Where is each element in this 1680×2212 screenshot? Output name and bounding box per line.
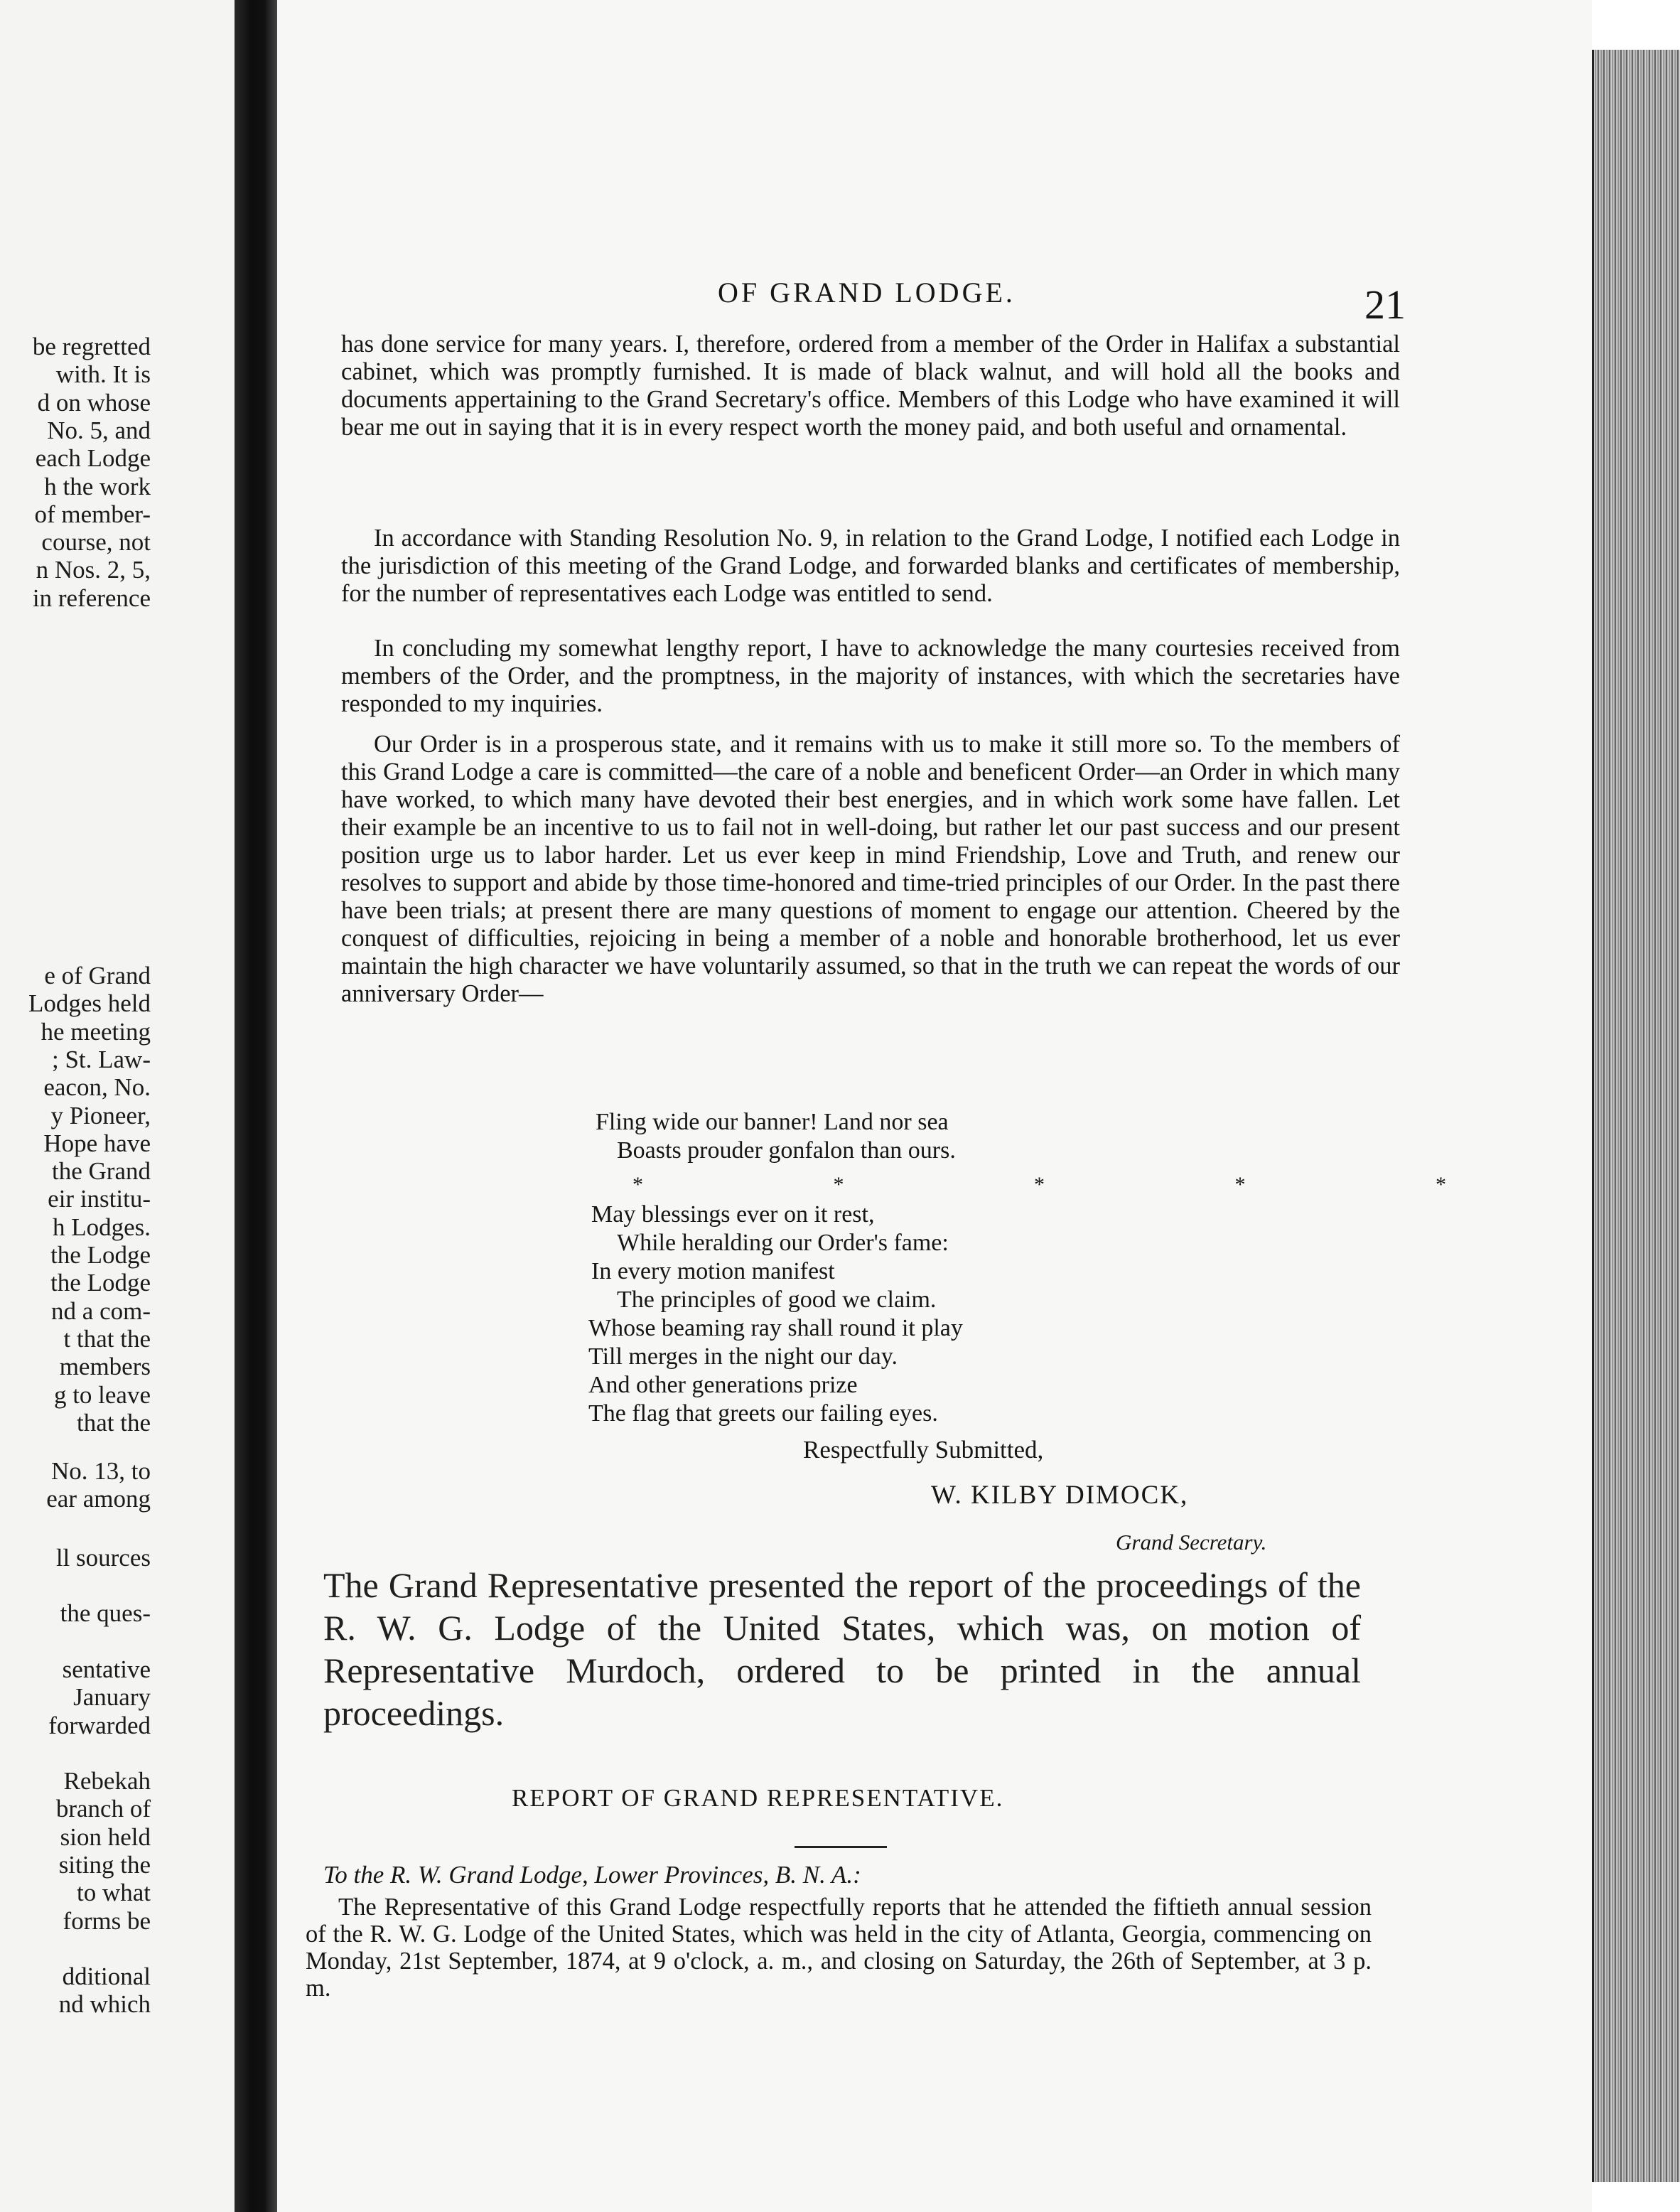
facing-page-line: siting the — [58, 1850, 151, 1879]
facing-page-line: each Lodge — [35, 444, 151, 473]
page-edge-stack — [1592, 50, 1680, 2182]
facing-page-line: be regretted — [32, 333, 151, 360]
facing-page-line: ll sources — [55, 1544, 151, 1572]
ellipsis-stars: * * * * * — [632, 1173, 1539, 1196]
paragraph-prosperous-order — [341, 731, 1400, 1008]
facing-page-line: Rebekah — [63, 1767, 151, 1795]
poem-line: In every motion manifest — [591, 1258, 835, 1284]
facing-page-line: course, not — [41, 528, 151, 557]
poem-line: Whose beaming ray shall round it play — [588, 1315, 963, 1341]
paragraph-cabinet — [341, 331, 1400, 441]
paragraph-standing-resolution — [341, 525, 1400, 608]
poem-line: Fling wide our banner! Land nor sea — [596, 1109, 949, 1135]
poem-line: While heralding our Order's fame: — [617, 1230, 949, 1256]
facing-page-line: eir institu- — [48, 1185, 151, 1213]
paragraph-text: has done service for many years. I, therefore, ordered from a member of the Order in Halifax a substantial cabinet, which was promptly furnished. It is made of black walnut, and will hold all the books and documents appertaining to the Grand Secretary's office. Members of this Lodge who have examined it will bear me out in saying that it is in every respect worth the money paid, and both useful and ornamental. — [341, 331, 1400, 441]
facing-page-line: e of Grand — [44, 962, 151, 989]
facing-page-line: ear among — [46, 1485, 151, 1513]
facing-page-line: the Lodge — [50, 1241, 151, 1269]
page-number: 21 — [1364, 281, 1406, 328]
facing-page-line: sentative — [62, 1655, 151, 1683]
facing-page-line: the ques- — [60, 1599, 151, 1627]
report-paragraph — [306, 1894, 1372, 2002]
poem-line: The principles of good we claim. — [617, 1287, 937, 1313]
facing-page-line: ; St. Law- — [51, 1045, 151, 1073]
signer-name: W. KILBY DIMOCK, — [931, 1481, 1189, 1510]
facing-page-line: forwarded — [48, 1711, 151, 1739]
facing-page-line: the Lodge — [50, 1269, 151, 1297]
facing-page-line: y Pioneer, — [50, 1101, 151, 1129]
facing-page-line: t that the — [63, 1324, 151, 1353]
facing-page-line: to what — [76, 1879, 151, 1907]
paragraph-text: In concluding my somewhat lengthy report, I have to acknowledge the many courtesies received from members of the Order, and the promptness, in the majority of instances, with which the secretaries have responded to my inquiries. — [341, 635, 1400, 717]
facing-page-line: January — [73, 1683, 151, 1712]
paragraph-text: In accordance with Standing Resolution No. 9, in relation to the Grand Lodge, I notified each Lodge in the jurisdiction of this meeting of the Grand Lodge, and forwarded blanks and certificates of membership, for the number of representatives each Lodge was entitled to send. — [341, 525, 1400, 607]
facing-page-line: dditional — [62, 1963, 151, 1990]
facing-page-line: h the work — [44, 472, 151, 500]
facing-page-line: No. 5, and — [47, 416, 151, 444]
facing-page-line: sion held — [60, 1822, 151, 1851]
paragraph-text: Our Order is in a prosperous state, and it remains with us to make it still more so. To the members of this Grand Lodge a care is committed—the care of a noble and beneficent Order—an Order in which many have worked, to which many have devoted their best energies, and in which work some have fallen. Let their example be an incentive to us to fail not in well-doing, but rather let our past success and our present position urge us to labor harder. Let us ever keep in mind Friendship, Love and Truth, and renew our resolves to support and abide by those time-honored and time-tried principles of our Order. In the past there have been trials; at present there are many questions of moment to engage our attention. Cheered by the conquest of difficulties, rejoicing in being a member of a noble and honorable brotherhood, let us ever maintain the high character we have voluntarily assumed, so that in the truth we can repeat the words of our anniversary Order— — [341, 731, 1400, 1007]
facing-page-line: nd a com- — [51, 1296, 151, 1325]
facing-page-line: branch of — [55, 1795, 151, 1823]
report-heading: REPORT OF GRAND REPRESENTATIVE. — [512, 1784, 1004, 1812]
facing-page-line: that the — [77, 1408, 151, 1437]
facing-page-line: with. It is — [55, 360, 151, 389]
facing-page-line: d on whose — [37, 388, 151, 417]
facing-page-line: in reference — [32, 584, 151, 612]
facing-page-line: n Nos. 2, 5, — [36, 556, 151, 584]
resolution-paragraph: The Grand Representative presented the report of the proceedings of the R. W. G. Lodge of the United States, which was, on motion of Representative Murdoch, ordered to be printed in the annual proceedings. — [323, 1565, 1361, 1733]
poem-line: May blessings ever on it rest, — [591, 1201, 875, 1228]
facing-page-line: members — [59, 1353, 151, 1381]
facing-page-line: Hope have — [43, 1129, 151, 1157]
facing-page-line: the Grand — [52, 1157, 151, 1186]
heading-rule — [795, 1846, 887, 1848]
facing-page-line: nd which — [58, 1990, 151, 2019]
facing-page-line: of member- — [34, 500, 151, 528]
poem-line: The flag that greets our failing eyes. — [588, 1400, 938, 1427]
facing-page-line: eacon, No. — [43, 1073, 151, 1102]
running-head: OF GRAND LODGE. — [718, 276, 1016, 308]
facing-page-line: Lodges held — [28, 989, 151, 1018]
book-gutter — [235, 0, 277, 2212]
facing-page-line: h Lodges. — [52, 1213, 151, 1241]
facing-page-line: forms be — [63, 1906, 151, 1935]
poem-line: And other generations prize — [588, 1372, 858, 1398]
paragraph-text: The Representative of this Grand Lodge respectfully reports that he attended the fiftieth annual session of the R. W. G. Lodge of the United States, which was held in the city of Atlanta, Georgia, commencing on Monday, 21st September, 1874, at 9 o'clock, a. m., and closing on Saturday, the 26th of September, at 3 p. m. — [306, 1894, 1372, 2002]
poem-line: Till merges in the night our day. — [588, 1343, 898, 1370]
facing-page-line: he meeting — [41, 1017, 151, 1046]
signoff: Respectfully Submitted, — [803, 1436, 1044, 1464]
facing-page-line: g to leave — [53, 1380, 151, 1409]
facing-page-line: No. 13, to — [51, 1457, 151, 1485]
report-salutation: To the R. W. Grand Lodge, Lower Provinces, B. N. A.: — [323, 1861, 861, 1889]
signer-title: Grand Secretary. — [1116, 1530, 1267, 1555]
poem-line: Boasts prouder gonfalon than ours. — [617, 1137, 956, 1164]
paragraph-concluding — [341, 635, 1400, 718]
facing-page-fragment — [0, 0, 236, 2212]
